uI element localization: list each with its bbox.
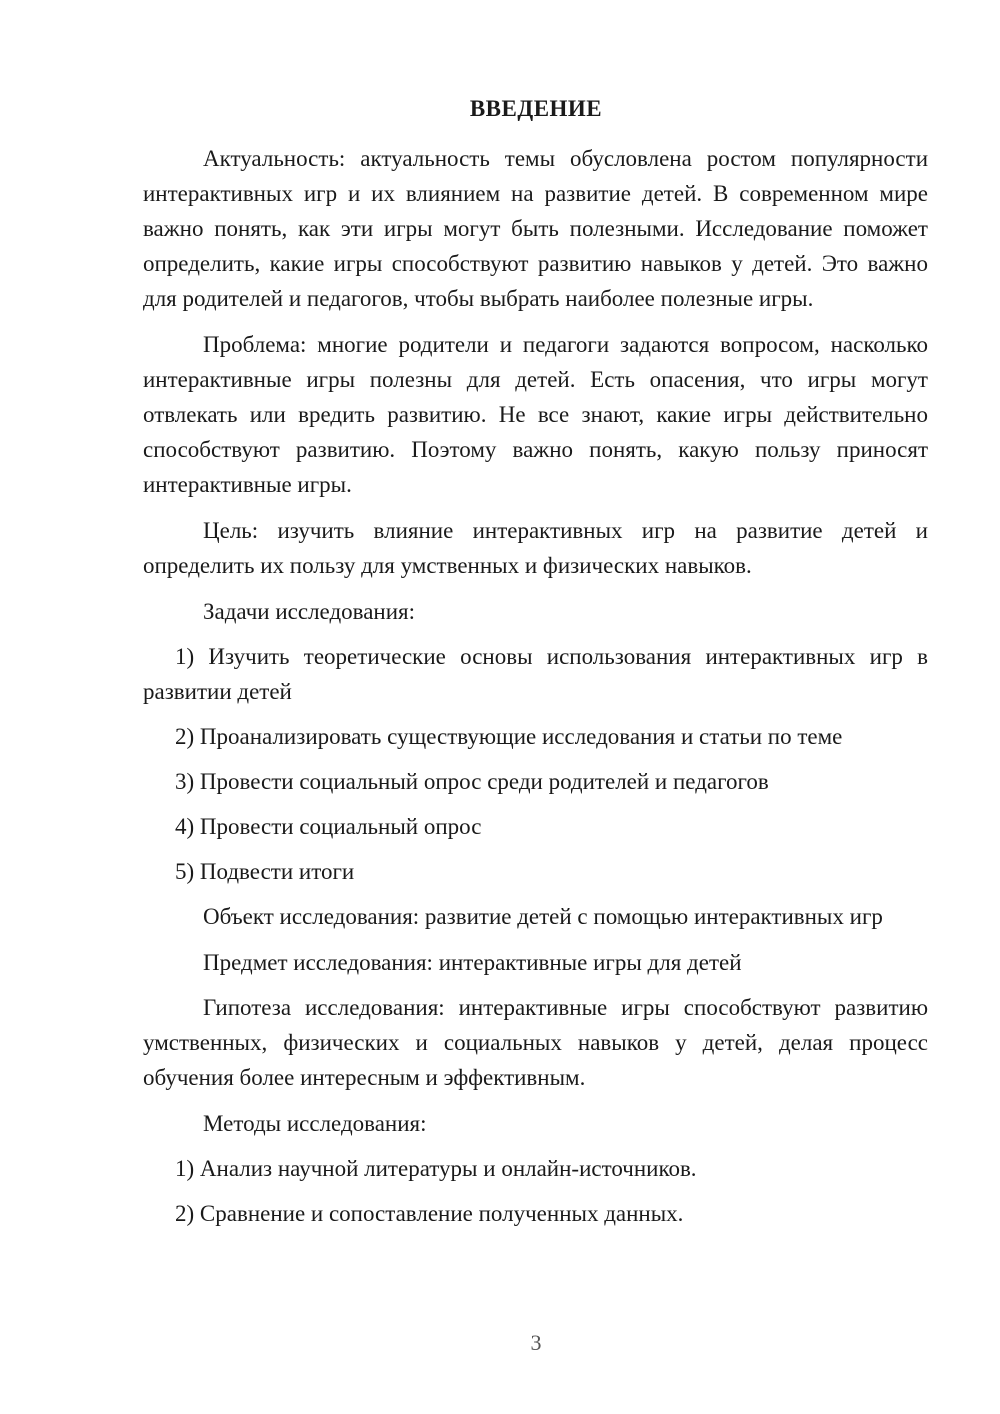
- object-paragraph: Объект исследования: развитие детей с помощью интерактивных игр: [203, 904, 883, 929]
- goal-paragraph: Цель: изучить влияние интерактивных игр на развитие детей и определить их пользу для умственных и физических навыков.: [143, 518, 928, 578]
- task-item-5: 5) Подвести итоги: [175, 859, 355, 884]
- subject-paragraph: Предмет исследования: интерактивные игры для детей: [203, 950, 742, 975]
- task-item-1: 1) Изучить теоретические основы использования интерактивных игр в развитии детей: [143, 644, 928, 704]
- page-title: ВВЕДЕНИЕ: [469, 96, 603, 121]
- task-item-3: 3) Провести социальный опрос среди родителей и педагогов: [175, 769, 769, 794]
- relevance-paragraph: Актуальность: актуальность темы обусловлена ростом популярности интерактивных игр и их влиянием на развитие детей. В современном мире важно понять, как эти игры могут быть полезными. Исследование поможет определить, какие игры способствуют развитию навыков у детей. Это важно для родителей и педагогов, чтобы выбрать наиболее полезные игры.: [143, 146, 928, 311]
- methods-title: Методы исследования:: [203, 1111, 427, 1136]
- document-body: [143, 141, 928, 1241]
- problem-paragraph: Проблема: многие родители и педагоги задаются вопросом, насколько интерактивные игры полезны для детей. Есть опасения, что игры могут отвлекать или вредить развитию. Не все знают, какие игры действительно способствуют развитию. Поэтому важно понять, какую пользу приносят интерактивные игры.: [143, 332, 928, 497]
- hypothesis-paragraph: Гипотеза исследования: интерактивные игры способствуют развитию умственных, физических и социальных навыков у детей, делая процесс обучения более интересным и эффективным.: [143, 995, 928, 1090]
- tasks-title: Задачи исследования:: [203, 599, 416, 624]
- task-item-4: 4) Провести социальный опрос: [175, 814, 482, 839]
- task-item-2: 2) Проанализировать существующие исследования и статьи по теме: [175, 724, 843, 749]
- method-item-2: 2) Сравнение и сопоставление полученных данных.: [175, 1201, 684, 1226]
- page-number: 3: [530, 1330, 542, 1355]
- method-item-1: 1) Анализ научной литературы и онлайн-источников.: [175, 1156, 697, 1181]
